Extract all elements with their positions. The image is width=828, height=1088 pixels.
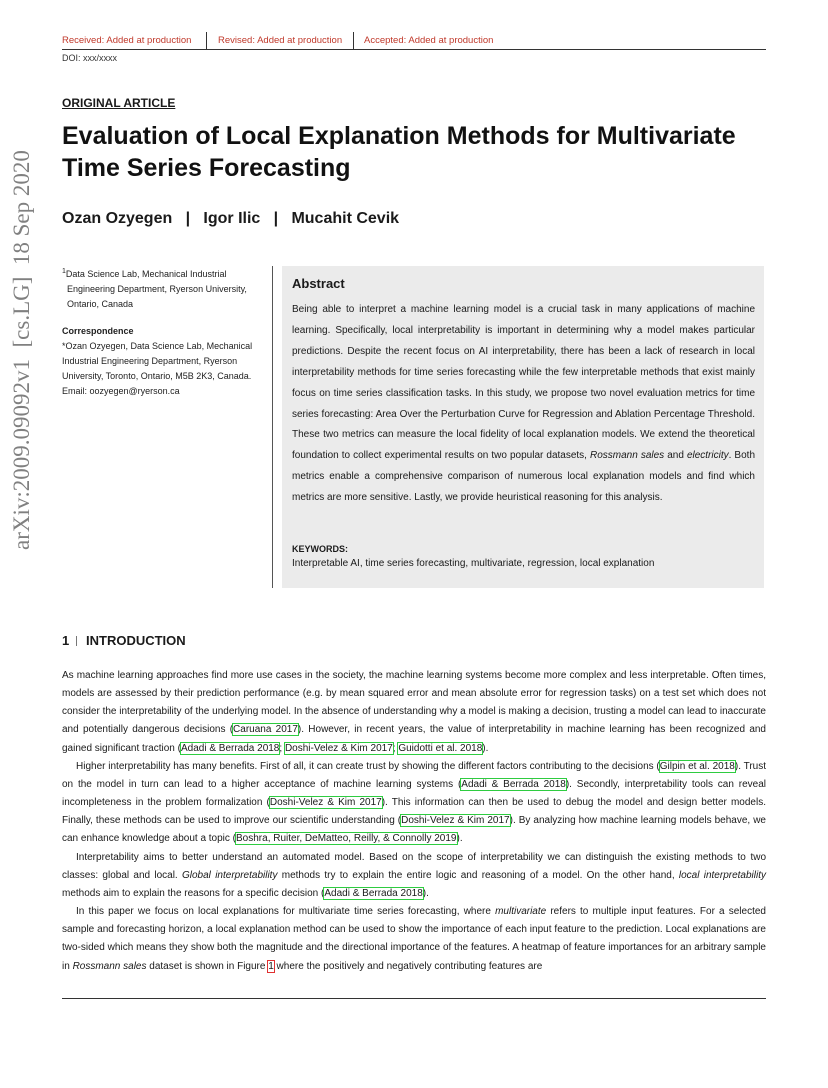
header-divider — [353, 32, 354, 49]
introduction-body — [62, 667, 766, 976]
section-divider — [76, 636, 77, 646]
citation-link[interactable]: Doshi-Velez & Kim 2017 — [269, 797, 382, 809]
citation-link[interactable]: Caruana 2017 — [233, 724, 298, 736]
dataset-name: electricity — [686, 450, 729, 462]
citation-link[interactable]: Adadi & Berrada 2018 — [180, 742, 280, 754]
author-list: Ozan Ozyegen | Igor Ilic | Mucahit Cevik — [62, 210, 400, 227]
abstract-part: . Both metrics enable a comprehensive comparison of numerous local explanation models and find which metrics are more sensitive. Lastly, we provide heuristical reasoning for this analysis. — [292, 450, 756, 504]
abstract-part: Being able to interpret a machine learning model is a crucial task in many applications of machine learning. Specifically, local interpretability is important in determining why a model makes particular predictions. Despite the recent focus on AI interpretability, there has been a lack of research in local interpretability methods for time series forecasting while the few interpretable methods that exist mainly focus on time series classification tasks. In this study, we propose two novel evaluation metrics for time series forecasting: Area Over the Perturbation Curve for Regression and Ablation Percentage Threshold. These two metrics can measure the local fidelity of local explanation models. We extend the theoretical foundation to collect experimental results on two popular datasets, — [292, 304, 755, 462]
abstract-text — [292, 300, 755, 509]
doi: DOI: xxx/xxxx — [62, 53, 118, 63]
citation-link[interactable]: Gilpin et al. 2018 — [659, 760, 735, 772]
received-date: Received: Added at production — [62, 35, 192, 46]
dataset-name: Rossmann sales — [590, 450, 665, 462]
citation-link[interactable]: Doshi-Velez & Kim 2017 — [284, 742, 393, 754]
affiliation-marker: 1 — [62, 268, 66, 275]
article-type: ORIGINAL ARTICLE — [62, 96, 176, 110]
correspondence-heading: Correspondence — [62, 326, 134, 336]
accepted-date: Accepted: Added at production — [364, 35, 494, 46]
correspondence-text: *Ozan Ozyegen, Data Science Lab, Mechanical Industrial Engineering Department, Ryerson University, Toronto, Ontario, M5B 2K3, Canada. Email: oozyegen@ryerson.ca — [62, 341, 253, 396]
paragraph: Higher interpretability has many benefits. First of all, it can create trust by showing the different factors contributing to the decisions (Gilpin et al. 2018). Trust on the model in turn can lead to a higher acceptance of machine learning systems (Adadi & Berrada 2018). Secondly, interpretability tools can reveal incompleteness in the problem formalization (Doshi-Velez & Kim 2017). This information can then be used to debug the model and design better models. Finally, these methods can be used to improve our scientific understanding (Doshi-Velez & Kim 2017). By analyzing how machine learning models behave, we can enhance knowledge about a topic (Boshra, Ruiter, DeMatteo, Reilly, & Connolly 2019). — [62, 760, 766, 845]
paragraph: In this paper we focus on local explanations for multivariate time series forecasting, where multivariate refers to multiple input features. For a selected sample and forecasting horizon, a local explanation method can be used to show the importance of each input feature to the prediction. Local explanations are two-sided which means they show both the magnitude and the directional importance of the features. A heatmap of feature importances for an arbitrary sample in Rossmann sales dataset is shown in Figure 1 where the positively and negatively contributing features are — [62, 906, 766, 972]
column-divider — [272, 266, 273, 588]
paragraph: As machine learning approaches find more use cases in the society, the machine learning systems become more complex and less interpretable. Often times, models are assessed by their prediction performance (e.g. by mean squared error and mean absolute error for regression tasks) on a test set which does not consider the interpretability of the underlying model. In the absence of understanding why a model is making a decision, trusting a model can lead to inaccurate and potentially dangerous decisions (Caruana 2017). However, in recent years, the value of interpretability in machine learning has been recognized and gained significant traction (Adadi & Berrada 2018; Doshi-Velez & Kim 2017; Guidotti et al. 2018). — [62, 670, 766, 754]
header-divider — [206, 32, 207, 49]
paper-title: Evaluation of Local Explanation Methods for Multivariate Time Series Forecasting — [62, 122, 736, 182]
affiliation — [62, 264, 267, 312]
publication-header — [62, 32, 766, 50]
abstract-heading: Abstract — [292, 276, 345, 291]
affiliation-column — [62, 264, 267, 399]
abstract-part: and — [664, 450, 687, 462]
citation-link[interactable]: Adadi & Berrada 2018 — [461, 778, 566, 790]
section-heading — [62, 633, 186, 648]
keywords-heading: KEYWORDS: — [292, 544, 348, 554]
citation-link[interactable]: Guidotti et al. 2018 — [398, 742, 483, 754]
section-title: INTRODUCTION — [86, 633, 186, 648]
figure-link[interactable]: 1 — [268, 960, 274, 972]
footer-rule — [62, 998, 766, 999]
section-number: 1 — [62, 633, 70, 648]
revised-date: Revised: Added at production — [218, 35, 343, 46]
paragraph: Interpretability aims to better understand an automated model. Based on the scope of interpretability we can distinguish the existing methods to two classes: global and local. Global interpretability methods try to explain the entire logic and reasoning of a model. On the other hand, local interpretability methods aim to explain the reasons for a specific decision (Adadi & Berrada 2018). — [62, 851, 766, 899]
affiliation-text: Data Science Lab, Mechanical Industrial Engineering Department, Ryerson University, Ontario, Canada — [65, 269, 247, 309]
citation-link[interactable]: Adadi & Berrada 2018 — [324, 887, 423, 899]
citation-link[interactable]: Doshi-Velez & Kim 2017 — [401, 815, 510, 827]
arxiv-stamp: arXiv:2009.09092v1 [cs.LG] 18 Sep 2020 — [9, 150, 34, 550]
keywords-text: Interpretable AI, time series forecasting, multivariate, regression, local explanation — [292, 558, 655, 569]
citation-link[interactable]: Boshra, Ruiter, DeMatteo, Reilly, & Connolly 2019 — [236, 833, 457, 845]
